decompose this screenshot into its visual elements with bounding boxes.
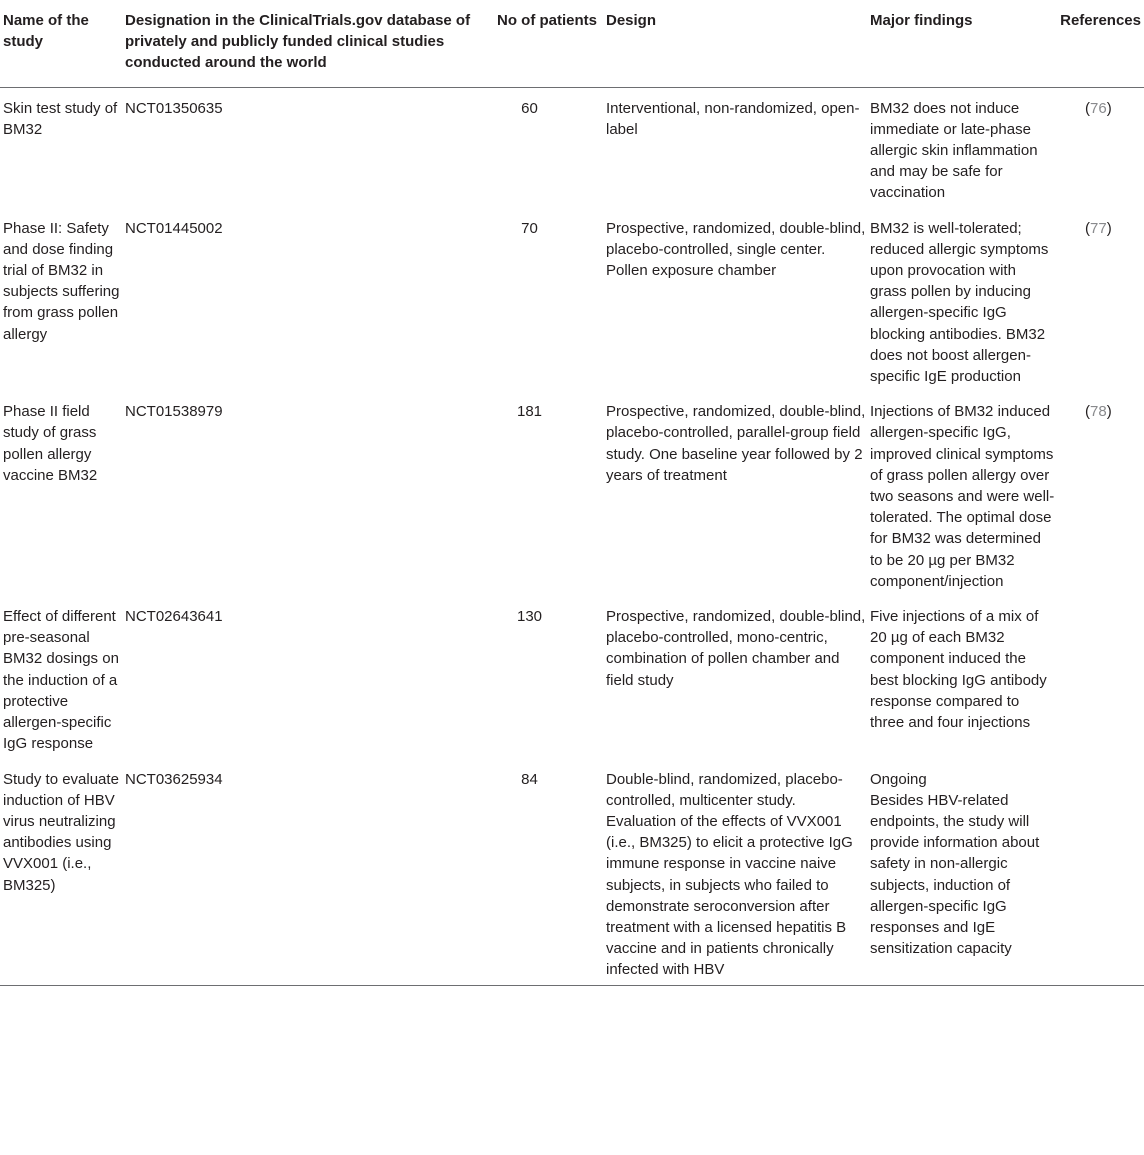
study-name-cell: Effect of different pre-seasonal BM32 dosings on the induction of a protective allergen-specific IgG response (3, 608, 119, 753)
table-row (0, 88, 1144, 208)
patients-cell: 181 (516, 403, 543, 421)
patients-cell: 70 (521, 219, 538, 237)
findings-text: Besides HBV-related endpoints, the study will provide information about safety in non-allergic subjects, induction of allergen-specific IgG responses and IgE sensitization capacity (870, 791, 1040, 958)
table-row (0, 759, 1144, 985)
reference-cell: (76) (1085, 99, 1112, 117)
patients-cell: 130 (516, 608, 543, 626)
study-name-cell: Phase II field study of grass pollen allergy vaccine BM32 (3, 403, 98, 484)
design-cell: Prospective, randomized, double-blind, placebo-controlled, single center. Pollen exposure chamber (606, 219, 866, 280)
nct-id-cell: NCT01350635 (125, 99, 223, 117)
design-cell: Prospective, randomized, double-blind, placebo-controlled, parallel-group field study. One baseline year followed by 2 years of treatment (606, 403, 866, 484)
table-bottom-rule (0, 985, 1144, 986)
header-findings: Major findings (870, 12, 973, 29)
table-row (0, 208, 1144, 392)
patients-cell: 84 (521, 770, 538, 788)
nct-id-cell: NCT03625934 (125, 770, 223, 788)
findings-cell: BM32 does not induce immediate or late-phase allergic skin inflammation and may be safe for vaccination (870, 99, 1038, 202)
reference-cell: (77) (1085, 219, 1112, 237)
reference-link[interactable]: 76 (1090, 99, 1107, 117)
nct-id-cell: NCT01538979 (125, 403, 223, 421)
reference-link[interactable]: 78 (1090, 403, 1107, 421)
study-name-cell: Skin test study of BM32 (3, 99, 118, 138)
header-design: Design (606, 12, 657, 29)
findings-cell: Five injections of a mix of 20 µg of each BM32 component induced the best blocking IgG antibody response compared to three and four injections (870, 608, 1047, 732)
header-designation: Designation in the ClinicalTrials.gov database of privately and publicly funded clinical studies conducted around the world (125, 12, 471, 72)
table-row (0, 596, 1144, 758)
findings-cell: Injections of BM32 induced allergen-specific IgG, improved clinical symptoms of grass pollen allergy over two seasons and were well-tolerated. The optimal dose for BM32 was determined to be 20 µg per BM32 component/injection (870, 403, 1055, 590)
design-cell: Double-blind, randomized, placebo-controlled, multicenter study. Evaluation of the effects of VVX001 (i.e., BM325) to elicit a protective IgG immune response in vaccine naive subjects, in subjects who failed to demonstrate seroconversion after treatment with a licensed hepatitis B vaccine and in patients chronically infected with HBV (606, 770, 853, 979)
design-cell: Prospective, randomized, double-blind, placebo-controlled, mono-centric, combination of pollen chamber and field study (606, 608, 866, 689)
findings-cell (867, 769, 1056, 960)
study-name-cell: Study to evaluate induction of HBV virus neutralizing antibodies using VVX001 (i.e., BM325) (3, 770, 119, 894)
table-header-row (0, 0, 1144, 87)
table-row (0, 391, 1144, 596)
reference-link[interactable]: 77 (1090, 219, 1107, 237)
nct-id-cell: NCT01445002 (125, 219, 223, 237)
design-cell: Interventional, non-randomized, open-label (606, 99, 860, 138)
study-name-cell: Phase II: Safety and dose finding trial of BM32 in subjects suffering from grass pollen allergy (3, 219, 120, 343)
patients-cell: 60 (521, 99, 538, 117)
findings-cell: BM32 is well-tolerated; reduced allergic symptoms upon provocation with grass pollen by inducing allergen-specific IgG blocking antibodies. BM32 does not boost allergen-specific IgE production (870, 219, 1049, 386)
header-study-name: Name of the study (3, 12, 89, 51)
reference-cell: (78) (1085, 403, 1112, 421)
header-patients: No of patients (497, 12, 597, 29)
header-references: References (1060, 12, 1141, 29)
nct-id-cell: NCT02643641 (125, 608, 223, 626)
findings-status: Ongoing (870, 770, 927, 788)
